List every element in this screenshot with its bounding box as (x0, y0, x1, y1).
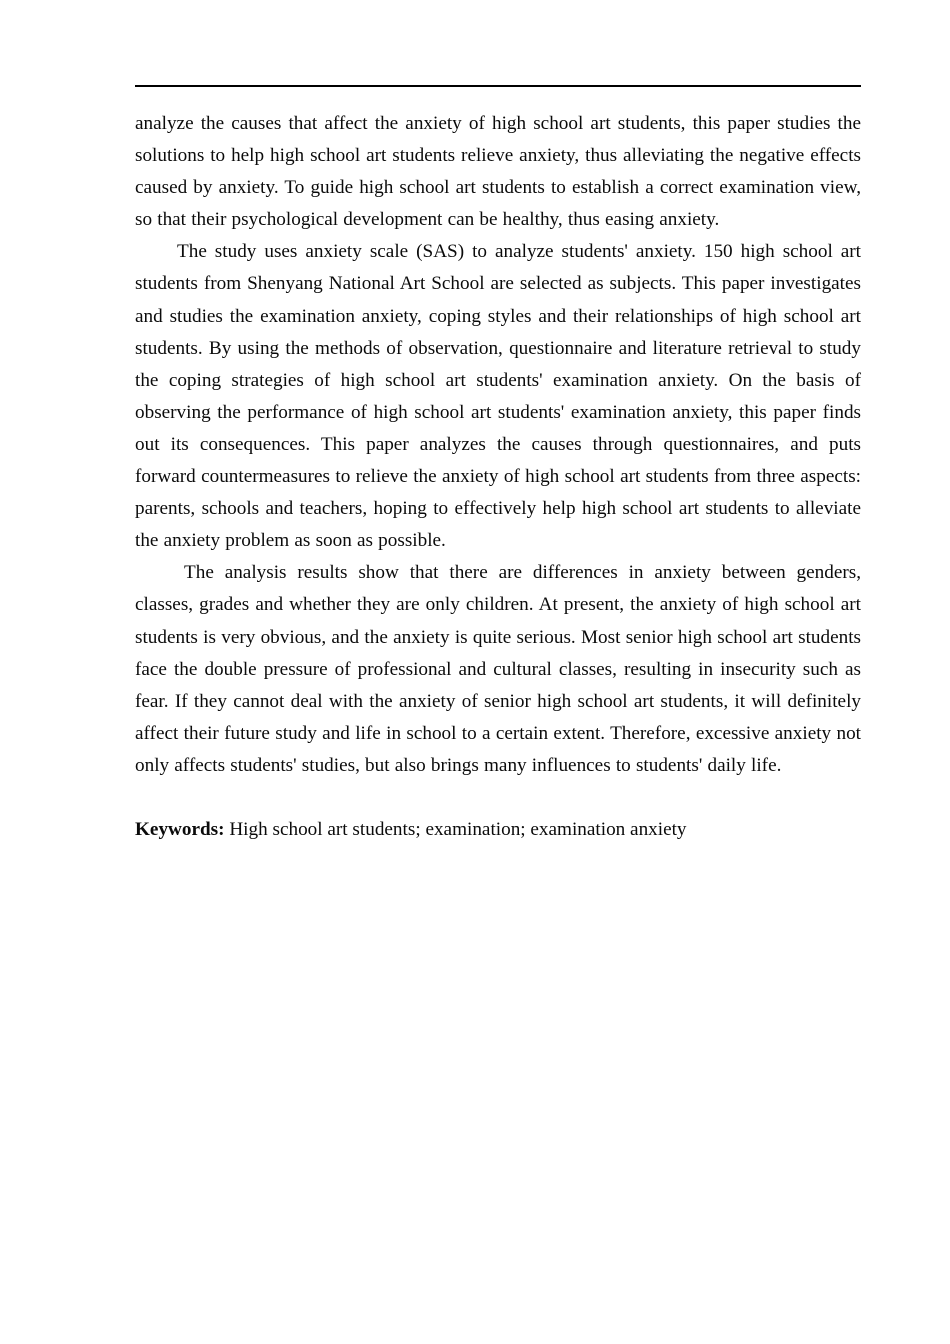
document-body (135, 108, 861, 846)
keywords-line (135, 814, 861, 846)
header-horizontal-rule (135, 85, 861, 87)
abstract-paragraph-method: The study uses anxiety scale (SAS) to analyze students' anxiety. 150 high school art students from Shenyang National Art School are selected as subjects. This paper investigates and studies the examination anxiety, coping styles and their relationships of high school art students. By using the methods of observation, questionnaire and literature retrieval to study the coping strategies of high school art students' examination anxiety. On the basis of observing the performance of high school art students' examination anxiety, this paper finds out its consequences. This paper analyzes the causes through questionnaires, and puts forward countermeasures to relieve the anxiety of high school art students from three aspects: parents, schools and teachers, hoping to effectively help high school art students to alleviate the anxiety problem as soon as possible. (135, 241, 861, 552)
abstract-paragraph-continuation: analyze the causes that affect the anxiety of high school art students, this paper studies the solutions to help high school art students relieve anxiety, thus alleviating the negative effects caused by anxiety. To guide high school art students to establish a correct examination view, so that their psychological development can be healthy, thus easing anxiety. (135, 113, 861, 231)
page-header (0, 0, 950, 100)
keywords-value: High school art students; examination; examination anxiety (229, 818, 687, 840)
keywords-label: Keywords: (135, 818, 225, 840)
abstract-paragraph-results: The analysis results show that there are differences in anxiety between genders, classes, grades and whether they are only children. At present, the anxiety of high school art students is very obvious, and the anxiety is quite serious. Most senior high school art students face the double pressure of professional and cultural classes, resulting in insecurity such as fear. If they cannot deal with the anxiety of senior high school art students, it will definitely affect their future study and life in school to a certain extent. Therefore, excessive anxiety not only affects students' studies, but also brings many influences to students' daily life. (135, 562, 861, 776)
